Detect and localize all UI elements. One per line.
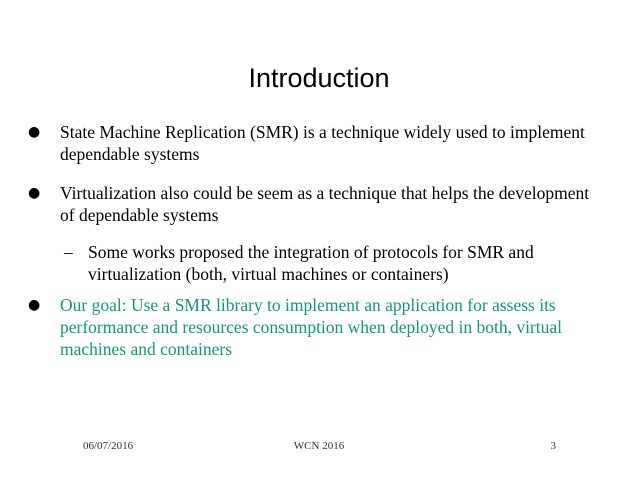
- bullet-virtualization: [28, 182, 608, 226]
- bullet-marker: ●: [28, 185, 41, 201]
- bullet-marker: ●: [28, 124, 41, 140]
- bullet-smr: [28, 121, 608, 165]
- footer-event: WCN 2016: [293, 440, 345, 452]
- sub-bullet-related-works: [64, 241, 604, 285]
- footer-page-number: 3: [550, 440, 556, 452]
- bullet-goal: [28, 294, 608, 360]
- bullet-text: Virtualization also could be seem as a technique that helps the development of dependable systems: [60, 183, 590, 225]
- bullet-text-goal: Our goal: Use a SMR library to implement an application for assess its performance and resources consumption when deployed in both, virtual machines and containers: [60, 295, 563, 359]
- footer-date: 06/07/2016: [83, 440, 134, 452]
- sub-bullet-text: Some works proposed the integration of protocols for SMR and virtualization (both, virtual machines or containers): [88, 242, 534, 284]
- bullet-text: State Machine Replication (SMR) is a technique widely used to implement dependable systems: [60, 122, 585, 164]
- bullet-marker: ●: [28, 297, 41, 313]
- slide-title: Introduction: [248, 63, 390, 93]
- sub-bullet-marker: –: [64, 242, 73, 262]
